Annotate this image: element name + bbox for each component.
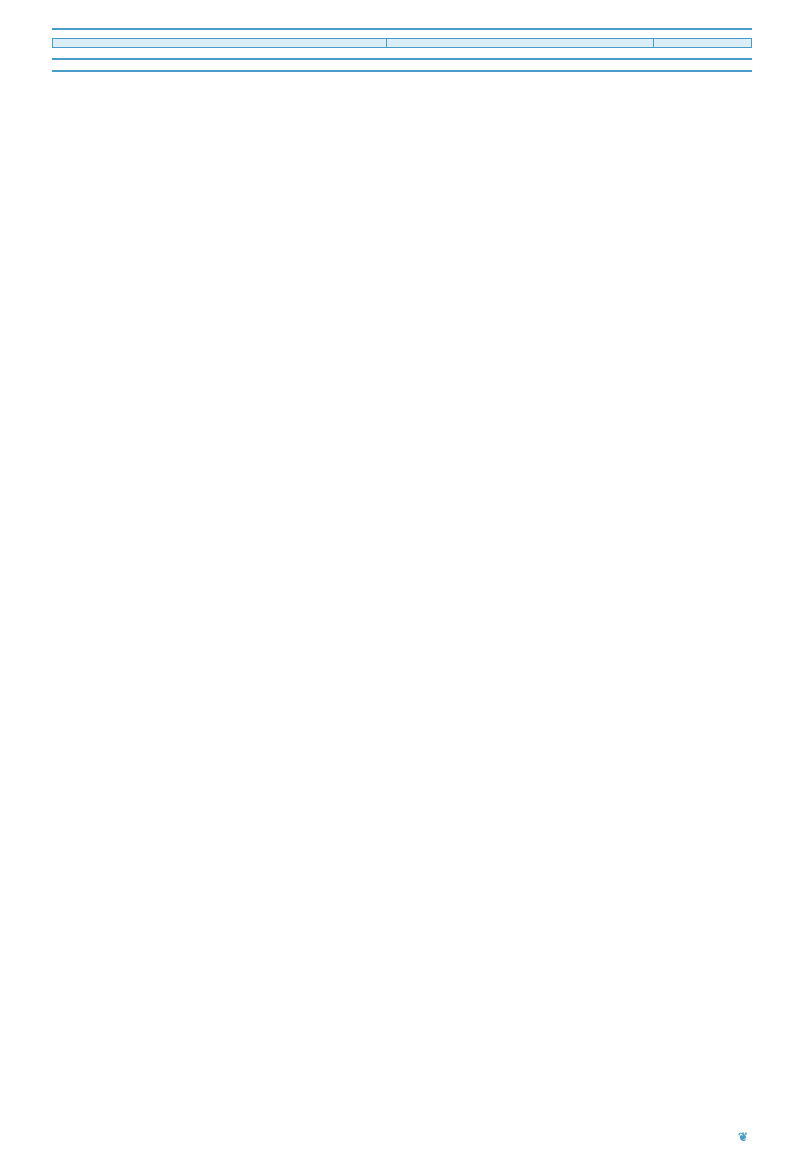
question-en xyxy=(53,39,387,47)
question-table xyxy=(52,38,752,48)
source-header xyxy=(654,39,751,47)
question-cn xyxy=(387,39,654,47)
page-number xyxy=(736,1129,748,1145)
decoration-icon: ❦ xyxy=(737,1130,748,1144)
question-header-row xyxy=(53,39,751,47)
path2-table xyxy=(52,70,752,72)
top-analysis-table xyxy=(52,28,752,30)
path1-table xyxy=(52,58,752,60)
page-content xyxy=(52,28,752,72)
